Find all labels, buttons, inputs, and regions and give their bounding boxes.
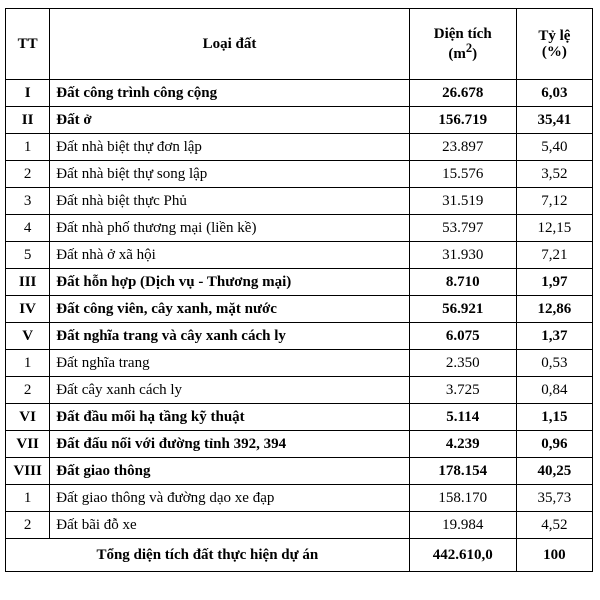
row-tt: 1 (6, 350, 50, 377)
row-area: 158.170 (409, 485, 516, 512)
table-row (6, 80, 593, 107)
row-land-type: Đất giao thông (50, 458, 409, 485)
row-tt: I (6, 80, 50, 107)
row-rate: 40,25 (516, 458, 592, 485)
row-rate: 12,86 (516, 296, 592, 323)
row-area: 56.921 (409, 296, 516, 323)
row-area: 19.984 (409, 512, 516, 539)
table-row (6, 323, 593, 350)
table-body (6, 80, 593, 572)
row-area: 53.797 (409, 215, 516, 242)
row-tt: IV (6, 296, 50, 323)
row-tt: 1 (6, 134, 50, 161)
row-land-type: Đất cây xanh cách ly (50, 377, 409, 404)
row-rate: 1,37 (516, 323, 592, 350)
row-rate: 0,84 (516, 377, 592, 404)
table-row (6, 431, 593, 458)
header-land-type: Loại đất (50, 9, 409, 80)
table-row (6, 350, 593, 377)
row-rate: 35,41 (516, 107, 592, 134)
row-rate: 3,52 (516, 161, 592, 188)
row-tt: 4 (6, 215, 50, 242)
header-area (409, 9, 516, 80)
row-rate: 4,52 (516, 512, 592, 539)
row-rate: 7,21 (516, 242, 592, 269)
table-row (6, 188, 593, 215)
row-area: 5.114 (409, 404, 516, 431)
row-land-type: Đất nhà biệt thự song lập (50, 161, 409, 188)
row-tt: 2 (6, 161, 50, 188)
row-tt: 2 (6, 512, 50, 539)
land-use-table (5, 8, 593, 572)
header-rate-line1: Tỷ lệ (538, 27, 571, 44)
row-land-type: Đất công trình công cộng (50, 80, 409, 107)
row-area: 23.897 (409, 134, 516, 161)
row-area: 31.519 (409, 188, 516, 215)
table-row (6, 485, 593, 512)
header-rate (516, 9, 592, 80)
row-tt: 5 (6, 242, 50, 269)
row-area: 31.930 (409, 242, 516, 269)
table-row (6, 512, 593, 539)
row-rate: 0,53 (516, 350, 592, 377)
row-tt: VII (6, 431, 50, 458)
table-row (6, 404, 593, 431)
row-land-type: Đất hỗn hợp (Dịch vụ - Thương mại) (50, 269, 409, 296)
row-tt: 2 (6, 377, 50, 404)
row-area: 15.576 (409, 161, 516, 188)
row-area: 178.154 (409, 458, 516, 485)
table-row (6, 107, 593, 134)
row-area: 4.239 (409, 431, 516, 458)
table-row (6, 242, 593, 269)
row-tt: 1 (6, 485, 50, 512)
header-tt: TT (6, 9, 50, 80)
total-rate: 100 (516, 539, 592, 572)
row-land-type: Đất bãi đỗ xe (50, 512, 409, 539)
row-tt: 3 (6, 188, 50, 215)
row-rate: 7,12 (516, 188, 592, 215)
row-land-type: Đất công viên, cây xanh, mặt nước (50, 296, 409, 323)
table-row (6, 377, 593, 404)
row-tt: VIII (6, 458, 50, 485)
table-row (6, 458, 593, 485)
row-land-type: Đất giao thông và đường dạo xe đạp (50, 485, 409, 512)
row-land-type: Đất ở (50, 107, 409, 134)
row-tt: VI (6, 404, 50, 431)
row-land-type: Đất nhà biệt thự đơn lập (50, 134, 409, 161)
row-land-type: Đất nghĩa trang (50, 350, 409, 377)
header-area-unit: $(m^2)$ (448, 41, 478, 62)
row-area: 2.350 (409, 350, 516, 377)
header-rate-unit: (%) (541, 44, 567, 60)
row-area: 156.719 (409, 107, 516, 134)
total-label: Tổng diện tích đất thực hiện dự án (6, 539, 410, 572)
total-area: 442.610,0 (409, 539, 516, 572)
row-area: 8.710 (409, 269, 516, 296)
table-row (6, 215, 593, 242)
header-area-line1: Diện tích (433, 25, 492, 42)
table-row (6, 296, 593, 323)
row-rate: 35,73 (516, 485, 592, 512)
row-rate: 1,97 (516, 269, 592, 296)
row-tt: II (6, 107, 50, 134)
row-land-type: Đất nhà ở xã hội (50, 242, 409, 269)
row-tt: III (6, 269, 50, 296)
table-row (6, 161, 593, 188)
row-land-type: Đất đấu nối với đường tỉnh 392, 394 (50, 431, 409, 458)
total-row (6, 539, 593, 572)
row-area: 6.075 (409, 323, 516, 350)
row-rate: 12,15 (516, 215, 592, 242)
row-area: 3.725 (409, 377, 516, 404)
row-rate: 1,15 (516, 404, 592, 431)
row-land-type: Đất nhà phố thương mại (liền kề) (50, 215, 409, 242)
row-tt: V (6, 323, 50, 350)
row-land-type: Đất nghĩa trang và cây xanh cách ly (50, 323, 409, 350)
land-use-table-container (5, 8, 593, 572)
table-row (6, 269, 593, 296)
table-header (6, 9, 593, 80)
row-rate: 6,03 (516, 80, 592, 107)
row-land-type: Đất đầu mối hạ tầng kỹ thuật (50, 404, 409, 431)
row-rate: 5,40 (516, 134, 592, 161)
row-area: 26.678 (409, 80, 516, 107)
row-rate: 0,96 (516, 431, 592, 458)
header-row (6, 9, 593, 80)
row-land-type: Đất nhà biệt thực Phủ (50, 188, 409, 215)
table-row (6, 134, 593, 161)
